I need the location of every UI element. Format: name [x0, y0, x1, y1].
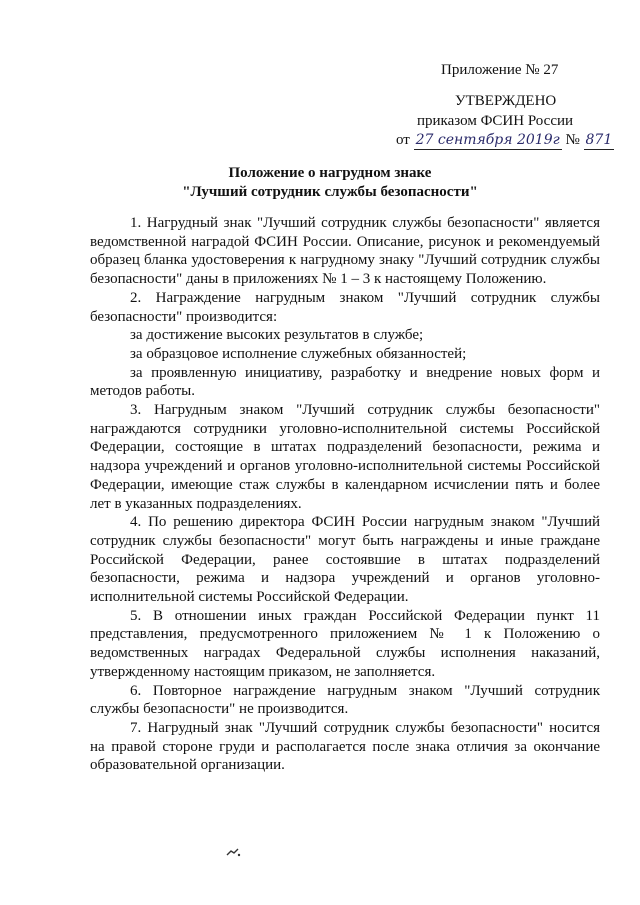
paragraph: 2. Награждение нагрудным знаком "Лучший сотрудник службы безопасности" производится:: [90, 289, 600, 325]
paragraph: 5. В отношении иных граждан Российской Федерации пункт 11 представления, предусмотренного приложением № 1 к Положению о ведомственных наградах Федеральной службы исполнения наказаний, утвержденному настоящим приказом, не заполняется.: [90, 607, 600, 680]
order-number-handwritten: 871: [585, 132, 613, 148]
paragraph: 7. Нагрудный знак "Лучший сотрудник службы безопасности" носится на правой стороне груди и располагается после знака отличия за окончание образовательной организации.: [90, 719, 600, 774]
order-date-number-line: [396, 131, 614, 150]
appendix-number: Приложение № 27: [441, 62, 559, 78]
scan-mark-icon: [225, 846, 243, 858]
paragraph: 6. Повторное награждение нагрудным знаком "Лучший сотрудник службы безопасности" не производится.: [90, 682, 600, 718]
order-date-prefix: от: [396, 132, 410, 148]
approval-order-line: приказом ФСИН России: [417, 113, 574, 129]
title-line-1: Положение о нагрудном знаке: [228, 165, 432, 181]
order-number-label: №: [565, 132, 580, 148]
document-title: [110, 164, 550, 202]
approval-stamp-heading: УТВЕРЖДЕНО: [455, 93, 557, 109]
paragraph: за проявленную инициативу, разработку и внедрение новых форм и методов работы.: [90, 364, 600, 400]
paragraph: за образцовое исполнение служебных обязанностей;: [130, 345, 467, 362]
order-date-handwritten: 27 сентября 2019г: [415, 132, 560, 148]
paragraph: 3. Нагрудным знаком "Лучший сотрудник службы безопасности" награждаются сотрудники уголовно-исполнительной системы Российской Федерации, состоящие в штатах подразделений безопасности, режима и надзора учреждений и органов уголовно-исполнительной системы Российской Федерации, имеющие стаж службы в календарном исчислении пять и более лет в указанных подразделениях.: [90, 402, 600, 512]
title-line-2: "Лучший сотрудник службы безопасности": [182, 184, 478, 200]
paragraph: 1. Нагрудный знак "Лучший сотрудник службы безопасности" является ведомственной наградой ФСИН России. Описание, рисунок и рекомендуемый образец бланка удостоверения к нагрудному знаку "Лучший сотрудник службы безопасности" даны в приложениях № 1 – 3 к настоящему Положению.: [90, 215, 600, 288]
document-body: [90, 214, 600, 775]
paragraph: за достижение высоких результатов в службе;: [130, 327, 424, 344]
paragraph: 4. По решению директора ФСИН России нагрудным знаком "Лучший сотрудник службы безопасности" могут быть награждены и иные граждане Российской Федерации, ранее состоявшие в штатах подразделений безопасности, режима и надзора учреждений и органов уголовно-исполнительной системы Российской Федерации.: [90, 514, 600, 606]
